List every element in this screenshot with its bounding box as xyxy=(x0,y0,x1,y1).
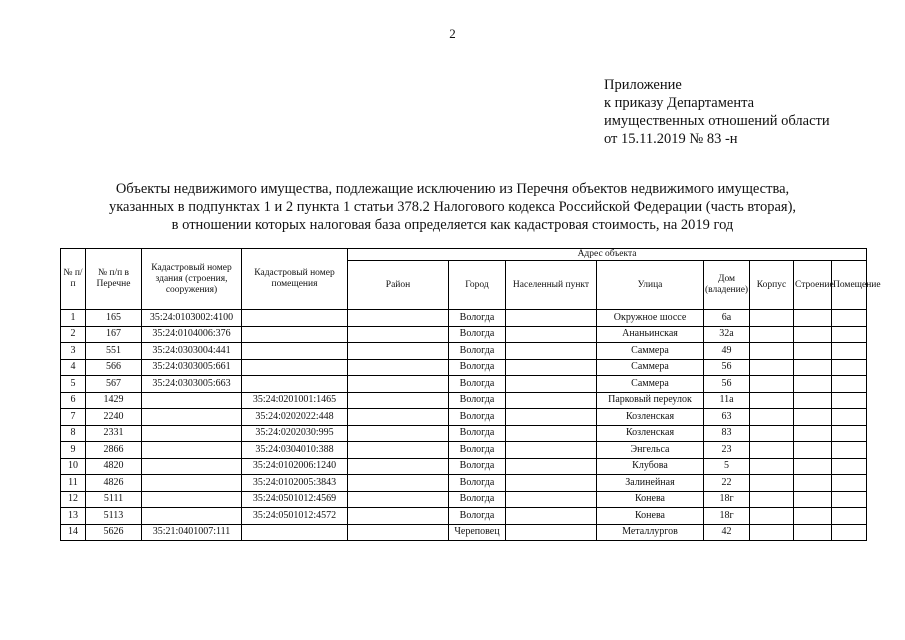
cell-pomeshchenie xyxy=(832,409,867,426)
cell-premises-cadastral xyxy=(242,343,348,360)
cell-list-num: 2240 xyxy=(86,409,142,426)
cell-pomeshchenie xyxy=(832,310,867,327)
cell-city: Вологда xyxy=(449,425,506,442)
cell-pomeshchenie xyxy=(832,458,867,475)
cell-street: Козленская xyxy=(597,425,704,442)
cell-district xyxy=(348,343,449,360)
cell-settlement xyxy=(506,310,597,327)
header-building-cadastral: Кадастровый номер здания (строения, сооружения) xyxy=(142,249,242,310)
cell-korpus xyxy=(750,310,794,327)
cell-street: Саммера xyxy=(597,343,704,360)
cell-settlement xyxy=(506,359,597,376)
cell-num: 5 xyxy=(61,376,86,393)
cell-korpus xyxy=(750,326,794,343)
cell-house: 32а xyxy=(704,326,750,343)
objects-table xyxy=(60,248,881,541)
header-address-group: Адрес объекта xyxy=(348,249,867,261)
cell-house: 49 xyxy=(704,343,750,360)
cell-num: 7 xyxy=(61,409,86,426)
cell-district xyxy=(348,425,449,442)
cell-list-num: 5626 xyxy=(86,524,142,541)
cell-pomeshchenie xyxy=(832,508,867,525)
cell-building-cadastral: 35:24:0303005:663 xyxy=(142,376,242,393)
cell-settlement xyxy=(506,524,597,541)
cell-list-num: 4826 xyxy=(86,475,142,492)
cell-settlement xyxy=(506,475,597,492)
cell-settlement xyxy=(506,442,597,459)
cell-stroenie xyxy=(794,343,832,360)
cell-building-cadastral xyxy=(142,392,242,409)
table-row xyxy=(61,508,867,525)
table-row xyxy=(61,409,867,426)
appendix-line: Приложение xyxy=(604,77,682,93)
header-pomeshchenie: Помещение xyxy=(832,261,867,310)
cell-city: Вологда xyxy=(449,491,506,508)
header-korpus: Корпус xyxy=(750,261,794,310)
cell-pomeshchenie xyxy=(832,326,867,343)
table-row xyxy=(61,359,867,376)
cell-num: 12 xyxy=(61,491,86,508)
cell-premises-cadastral: 35:24:0102006:1240 xyxy=(242,458,348,475)
cell-premises-cadastral: 35:24:0501012:4572 xyxy=(242,508,348,525)
cell-korpus xyxy=(750,343,794,360)
cell-street: Конева xyxy=(597,508,704,525)
cell-list-num: 4820 xyxy=(86,458,142,475)
title-line: Объекты недвижимого имущества, подлежащие исключению из Перечня объектов недвижимого имущества, xyxy=(115,181,790,197)
appendix-line: к приказу Департамента xyxy=(604,95,755,111)
cell-settlement xyxy=(506,458,597,475)
cell-list-num: 165 xyxy=(86,310,142,327)
header-city: Город xyxy=(449,261,506,310)
cell-building-cadastral xyxy=(142,442,242,459)
cell-stroenie xyxy=(794,425,832,442)
cell-house: 56 xyxy=(704,359,750,376)
cell-num: 10 xyxy=(61,458,86,475)
cell-house: 23 xyxy=(704,442,750,459)
cell-pomeshchenie xyxy=(832,442,867,459)
cell-street: Энгельса xyxy=(597,442,704,459)
cell-district xyxy=(348,491,449,508)
cell-settlement xyxy=(506,425,597,442)
cell-house: 11а xyxy=(704,392,750,409)
cell-building-cadastral xyxy=(142,409,242,426)
header-list-num: № п/п в Перечне xyxy=(86,249,142,310)
cell-korpus xyxy=(750,442,794,459)
cell-settlement xyxy=(506,326,597,343)
cell-district xyxy=(348,524,449,541)
cell-district xyxy=(348,392,449,409)
cell-premises-cadastral: 35:24:0304010:388 xyxy=(242,442,348,459)
cell-list-num: 2331 xyxy=(86,425,142,442)
cell-settlement xyxy=(506,491,597,508)
cell-premises-cadastral xyxy=(242,326,348,343)
cell-district xyxy=(348,409,449,426)
cell-num: 3 xyxy=(61,343,86,360)
cell-street: Саммера xyxy=(597,376,704,393)
cell-stroenie xyxy=(794,409,832,426)
cell-stroenie xyxy=(794,524,832,541)
cell-korpus xyxy=(750,475,794,492)
table-row xyxy=(61,442,867,459)
header-settlement: Населенный пункт xyxy=(506,261,597,310)
appendix-line: имущественных отношений области xyxy=(604,113,830,129)
cell-korpus xyxy=(750,392,794,409)
cell-house: 6а xyxy=(704,310,750,327)
cell-district xyxy=(348,442,449,459)
cell-stroenie xyxy=(794,491,832,508)
title-line: в отношении которых налоговая база определяется как кадастровая стоимость, на 2019 год xyxy=(171,217,734,233)
header-premises-cadastral: Кадастровый номер помещения xyxy=(242,249,348,310)
cell-stroenie xyxy=(794,458,832,475)
appendix-block xyxy=(604,76,830,148)
cell-pomeshchenie xyxy=(832,491,867,508)
cell-num: 6 xyxy=(61,392,86,409)
cell-stroenie xyxy=(794,475,832,492)
cell-pomeshchenie xyxy=(832,376,867,393)
cell-house: 56 xyxy=(704,376,750,393)
cell-korpus xyxy=(750,491,794,508)
table-row xyxy=(61,458,867,475)
table-row xyxy=(61,475,867,492)
cell-street: Парковый переулок xyxy=(597,392,704,409)
cell-city: Вологда xyxy=(449,409,506,426)
title-line: указанных в подпунктах 1 и 2 пункта 1 статьи 378.2 Налогового кодекса Российской Федерации (часть вторая), xyxy=(108,199,797,215)
cell-street: Залинейная xyxy=(597,475,704,492)
cell-city: Вологда xyxy=(449,442,506,459)
cell-district xyxy=(348,326,449,343)
cell-street: Козленская xyxy=(597,409,704,426)
cell-building-cadastral xyxy=(142,425,242,442)
cell-korpus xyxy=(750,508,794,525)
header-num: № п/п xyxy=(61,249,86,310)
cell-building-cadastral: 35:24:0103002:4100 xyxy=(142,310,242,327)
table-row xyxy=(61,376,867,393)
cell-house: 5 xyxy=(704,458,750,475)
table-row xyxy=(61,326,867,343)
cell-street: Саммера xyxy=(597,359,704,376)
cell-city: Вологда xyxy=(449,326,506,343)
cell-house: 42 xyxy=(704,524,750,541)
table-row xyxy=(61,392,867,409)
table-row xyxy=(61,310,867,327)
document-title xyxy=(0,180,905,234)
cell-premises-cadastral xyxy=(242,376,348,393)
cell-premises-cadastral: 35:24:0102005:3843 xyxy=(242,475,348,492)
cell-district xyxy=(348,508,449,525)
cell-district xyxy=(348,475,449,492)
cell-city: Вологда xyxy=(449,343,506,360)
cell-district xyxy=(348,359,449,376)
cell-pomeshchenie xyxy=(832,392,867,409)
cell-premises-cadastral: 35:24:0201001:1465 xyxy=(242,392,348,409)
cell-list-num: 567 xyxy=(86,376,142,393)
cell-num: 1 xyxy=(61,310,86,327)
cell-korpus xyxy=(750,458,794,475)
header-house: Дом (владение) xyxy=(704,261,750,310)
header-street: Улица xyxy=(597,261,704,310)
cell-building-cadastral: 35:24:0104006:376 xyxy=(142,326,242,343)
cell-pomeshchenie xyxy=(832,359,867,376)
cell-city: Вологда xyxy=(449,475,506,492)
cell-pomeshchenie xyxy=(832,475,867,492)
cell-building-cadastral xyxy=(142,458,242,475)
cell-premises-cadastral: 35:24:0202022:448 xyxy=(242,409,348,426)
cell-num: 14 xyxy=(61,524,86,541)
cell-premises-cadastral xyxy=(242,310,348,327)
cell-list-num: 551 xyxy=(86,343,142,360)
cell-settlement xyxy=(506,508,597,525)
cell-pomeshchenie xyxy=(832,343,867,360)
cell-list-num: 5111 xyxy=(86,491,142,508)
cell-list-num: 2866 xyxy=(86,442,142,459)
cell-building-cadastral: 35:24:0303005:661 xyxy=(142,359,242,376)
cell-list-num: 5113 xyxy=(86,508,142,525)
cell-list-num: 167 xyxy=(86,326,142,343)
cell-street: Конева xyxy=(597,491,704,508)
cell-korpus xyxy=(750,425,794,442)
cell-num: 2 xyxy=(61,326,86,343)
header-district: Район xyxy=(348,261,449,310)
cell-num: 9 xyxy=(61,442,86,459)
cell-building-cadastral xyxy=(142,508,242,525)
cell-pomeshchenie xyxy=(832,524,867,541)
cell-settlement xyxy=(506,376,597,393)
table-row xyxy=(61,491,867,508)
cell-stroenie xyxy=(794,326,832,343)
cell-house: 18г xyxy=(704,491,750,508)
table-row xyxy=(61,425,867,442)
cell-district xyxy=(348,310,449,327)
cell-city: Вологда xyxy=(449,359,506,376)
cell-house: 18г xyxy=(704,508,750,525)
cell-settlement xyxy=(506,392,597,409)
cell-city: Вологда xyxy=(449,310,506,327)
cell-house: 63 xyxy=(704,409,750,426)
cell-list-num: 1429 xyxy=(86,392,142,409)
cell-premises-cadastral: 35:24:0202030:995 xyxy=(242,425,348,442)
table-row xyxy=(61,343,867,360)
cell-street: Ананьинская xyxy=(597,326,704,343)
cell-city: Череповец xyxy=(449,524,506,541)
cell-num: 11 xyxy=(61,475,86,492)
cell-premises-cadastral xyxy=(242,524,348,541)
cell-korpus xyxy=(750,376,794,393)
cell-korpus xyxy=(750,524,794,541)
cell-premises-cadastral: 35:24:0501012:4569 xyxy=(242,491,348,508)
cell-building-cadastral: 35:24:0303004:441 xyxy=(142,343,242,360)
appendix-line: от 15.11.2019 № 83 -н xyxy=(604,131,738,147)
cell-pomeshchenie xyxy=(832,425,867,442)
cell-house: 83 xyxy=(704,425,750,442)
cell-building-cadastral xyxy=(142,491,242,508)
cell-num: 8 xyxy=(61,425,86,442)
cell-stroenie xyxy=(794,392,832,409)
cell-city: Вологда xyxy=(449,392,506,409)
header-stroenie: Строение xyxy=(794,261,832,310)
page-number: 2 xyxy=(449,26,456,41)
cell-city: Вологда xyxy=(449,508,506,525)
cell-list-num: 566 xyxy=(86,359,142,376)
cell-num: 4 xyxy=(61,359,86,376)
cell-building-cadastral: 35:21:0401007:111 xyxy=(142,524,242,541)
cell-street: Клубова xyxy=(597,458,704,475)
cell-street: Металлургов xyxy=(597,524,704,541)
cell-stroenie xyxy=(794,442,832,459)
cell-settlement xyxy=(506,409,597,426)
cell-korpus xyxy=(750,409,794,426)
cell-district xyxy=(348,458,449,475)
cell-street: Окружное шоссе xyxy=(597,310,704,327)
table-row xyxy=(61,524,867,541)
cell-num: 13 xyxy=(61,508,86,525)
cell-city: Вологда xyxy=(449,458,506,475)
cell-house: 22 xyxy=(704,475,750,492)
cell-stroenie xyxy=(794,359,832,376)
cell-city: Вологда xyxy=(449,376,506,393)
cell-district xyxy=(348,376,449,393)
cell-stroenie xyxy=(794,310,832,327)
cell-korpus xyxy=(750,359,794,376)
cell-building-cadastral xyxy=(142,475,242,492)
cell-stroenie xyxy=(794,508,832,525)
cell-premises-cadastral xyxy=(242,359,348,376)
cell-settlement xyxy=(506,343,597,360)
cell-stroenie xyxy=(794,376,832,393)
